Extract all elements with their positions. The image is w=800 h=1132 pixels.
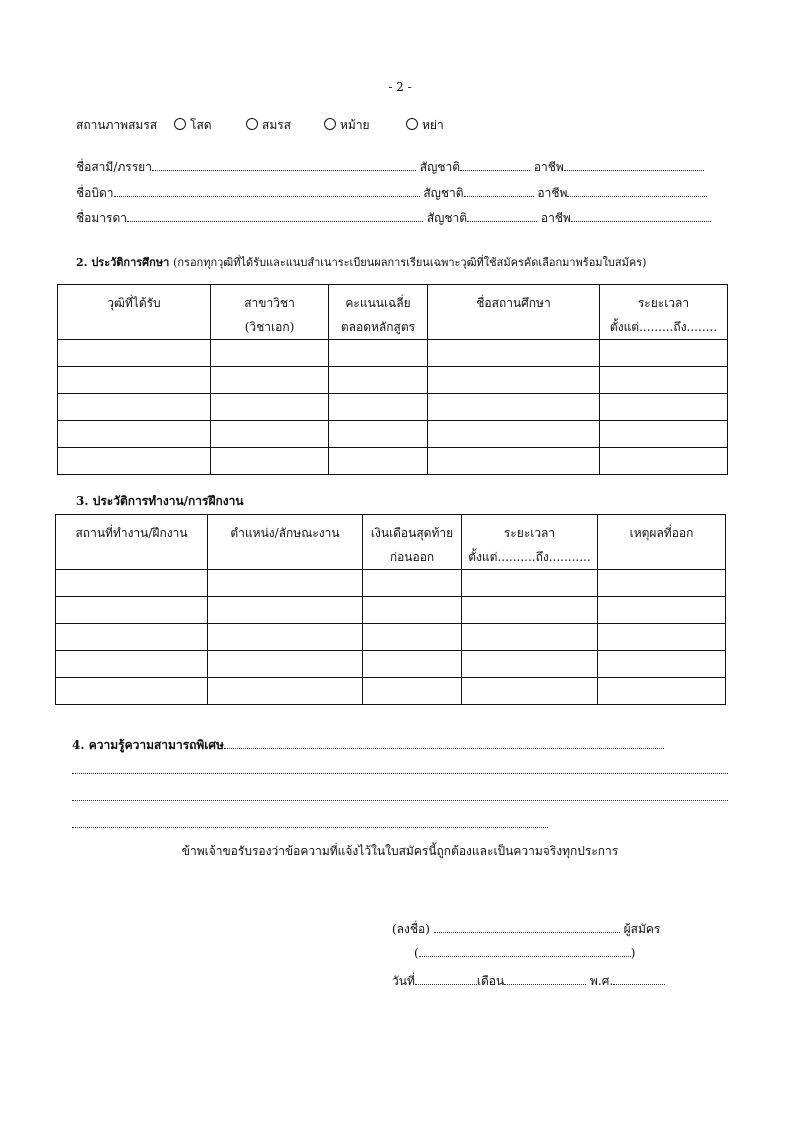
mother-nationality-label: สัญชาติ [426,211,468,225]
date-label: วันที่ [392,974,415,988]
table-cell[interactable] [462,651,598,678]
table-row [56,624,726,651]
mother-nationality-field[interactable] [467,211,537,222]
table-cell[interactable] [598,651,726,678]
table-cell[interactable] [600,421,728,448]
education-col-degree: วุฒิที่ได้รับ [58,285,211,340]
spouse-name-field[interactable] [152,160,416,171]
table-cell[interactable] [428,340,600,367]
table-cell[interactable] [208,597,363,624]
table-row [58,367,728,394]
mother-name-field[interactable] [127,211,423,222]
marital-option-married[interactable]: สมรส [246,116,291,135]
table-cell[interactable] [462,678,598,705]
work-col-salary: เงินเดือนสุดท้าย ก่อนออก [363,515,462,570]
table-row [58,340,728,367]
signature-row [392,920,660,939]
table-row [56,678,726,705]
spouse-nationality-label: สัญชาติ [419,160,460,174]
table-cell[interactable] [58,340,211,367]
education-table [57,284,728,475]
table-cell[interactable] [211,421,329,448]
mother-label: ชื่อมารดา [76,211,127,225]
table-cell[interactable] [598,624,726,651]
spouse-occupation-label: อาชีพ [533,160,564,174]
table-cell[interactable] [56,597,208,624]
day-field[interactable] [415,974,477,985]
table-cell[interactable] [208,678,363,705]
father-nationality-field[interactable] [464,186,534,197]
table-cell[interactable] [598,597,726,624]
radio-circle-icon[interactable] [174,118,186,130]
work-col-reason: เหตุผลที่ออก [598,515,726,570]
work-table [55,514,726,705]
printed-name-field[interactable] [419,946,631,957]
radio-circle-icon[interactable] [406,118,418,130]
table-cell[interactable] [598,570,726,597]
table-cell[interactable] [363,624,462,651]
marital-status-row [76,116,476,132]
table-cell[interactable] [329,394,428,421]
table-cell[interactable] [363,678,462,705]
table-cell[interactable] [462,624,598,651]
table-cell[interactable] [329,421,428,448]
table-cell[interactable] [600,394,728,421]
table-cell[interactable] [428,367,600,394]
table-row [56,597,726,624]
table-row [58,421,728,448]
marital-option-single[interactable]: โสด [174,116,212,135]
mother-occupation-field[interactable] [571,211,711,222]
spouse-nationality-field[interactable] [460,160,530,171]
mother-occupation-label: อาชีพ [540,211,571,225]
skills-line[interactable] [72,772,728,774]
spouse-row [76,158,704,177]
table-row [56,651,726,678]
table-cell[interactable] [56,678,208,705]
table-cell[interactable] [56,570,208,597]
work-col-position: ตำแหน่ง/ลักษณะงาน [208,515,363,570]
marital-status-label: สถานภาพสมรส [76,118,158,132]
skills-field[interactable] [224,738,664,749]
education-col-major: สาขาวิชา (วิชาเอก) [211,285,329,340]
table-cell[interactable] [598,678,726,705]
table-cell[interactable] [600,367,728,394]
education-col-gpa: คะแนนเฉลี่ย ตลอดหลักสูตร [329,285,428,340]
table-cell[interactable] [208,651,363,678]
table-cell[interactable] [58,448,211,475]
table-cell[interactable] [462,597,598,624]
education-header-row [58,285,728,340]
table-cell[interactable] [428,394,600,421]
table-cell[interactable] [428,421,600,448]
work-header-row [56,515,726,570]
work-heading: 3. ประวัติการทำงาน/การฝึกงาน [76,494,244,508]
table-cell[interactable] [462,570,598,597]
table-cell[interactable] [211,340,329,367]
table-cell[interactable] [208,624,363,651]
date-row [392,972,665,991]
father-label: ชื่อบิดา [76,186,114,200]
table-cell[interactable] [208,570,363,597]
year-field[interactable] [613,974,665,985]
table-cell[interactable] [600,448,728,475]
printed-name-row: ( ) [414,946,636,960]
work-col-period: ระยะเวลา ตั้งแต่..........ถึง........... [462,515,598,570]
skills-line[interactable] [72,799,728,801]
spouse-label: ชื่อสามี/ภรรยา [76,160,152,174]
table-cell[interactable] [329,367,428,394]
table-cell[interactable] [363,570,462,597]
marital-option-divorced[interactable]: หย่า [406,116,444,135]
table-cell[interactable] [58,367,211,394]
education-note: (กรอกทุกวุฒิที่ได้รับและแนบสำเนาระเบียนผลการเรียนเฉพาะวุฒิที่ใช้สมัครคัดเลือกมาพร้อมใบสมัคร) [173,256,647,269]
marital-option-widowed[interactable]: หม้าย [324,116,370,135]
table-cell[interactable] [363,651,462,678]
applicant-label: ผู้สมัคร [623,922,661,936]
year-label: พ.ศ. [590,974,614,988]
table-cell[interactable] [58,394,211,421]
month-label: เดือน [476,974,505,988]
table-cell[interactable] [428,448,600,475]
signature-field[interactable] [434,922,620,933]
education-col-institution: ชื่อสถานศึกษา [428,285,600,340]
father-occupation-label: อาชีพ [537,186,568,200]
table-row [56,570,726,597]
declaration-text: ข้าพเจ้าขอรับรองว่าข้อความที่แจ้งไว้ในใบสมัครนี้ถูกต้องและเป็นความจริงทุกประการ [181,844,619,858]
father-occupation-field[interactable] [567,186,707,197]
table-cell[interactable] [56,651,208,678]
table-cell[interactable] [58,421,211,448]
spouse-occupation-field[interactable] [564,160,704,171]
table-cell[interactable] [56,624,208,651]
sign-label: (ลงชื่อ) [392,922,430,936]
work-col-workplace: สถานที่ทำงาน/ฝึกงาน [56,515,208,570]
table-cell[interactable] [600,340,728,367]
table-row [58,394,728,421]
father-row [76,184,707,203]
table-cell[interactable] [329,340,428,367]
table-cell[interactable] [211,448,329,475]
table-cell[interactable] [211,367,329,394]
page-number: - 2 - [388,80,412,94]
month-field[interactable] [504,974,586,985]
table-cell[interactable] [363,597,462,624]
education-heading: 2. ประวัติการศึกษา (กรอกทุกวุฒิที่ได้รับและแนบสำเนาระเบียนผลการเรียนเฉพาะวุฒิที่ใช้สมัครคัดเลือกมาพร้อมใบสมัคร) [76,256,647,269]
table-row [58,448,728,475]
radio-circle-icon[interactable] [324,118,336,130]
father-nationality-label: สัญชาติ [423,186,464,200]
skills-line[interactable] [72,826,548,828]
table-cell[interactable] [211,394,329,421]
skills-heading: 4. ความรู้ความสามารถพิเศษ [72,736,664,755]
education-col-period: ระยะเวลา ตั้งแต่.........ถึง........ [600,285,728,340]
father-name-field[interactable] [114,186,420,197]
mother-row [76,209,711,228]
radio-circle-icon[interactable] [246,118,258,130]
table-cell[interactable] [329,448,428,475]
